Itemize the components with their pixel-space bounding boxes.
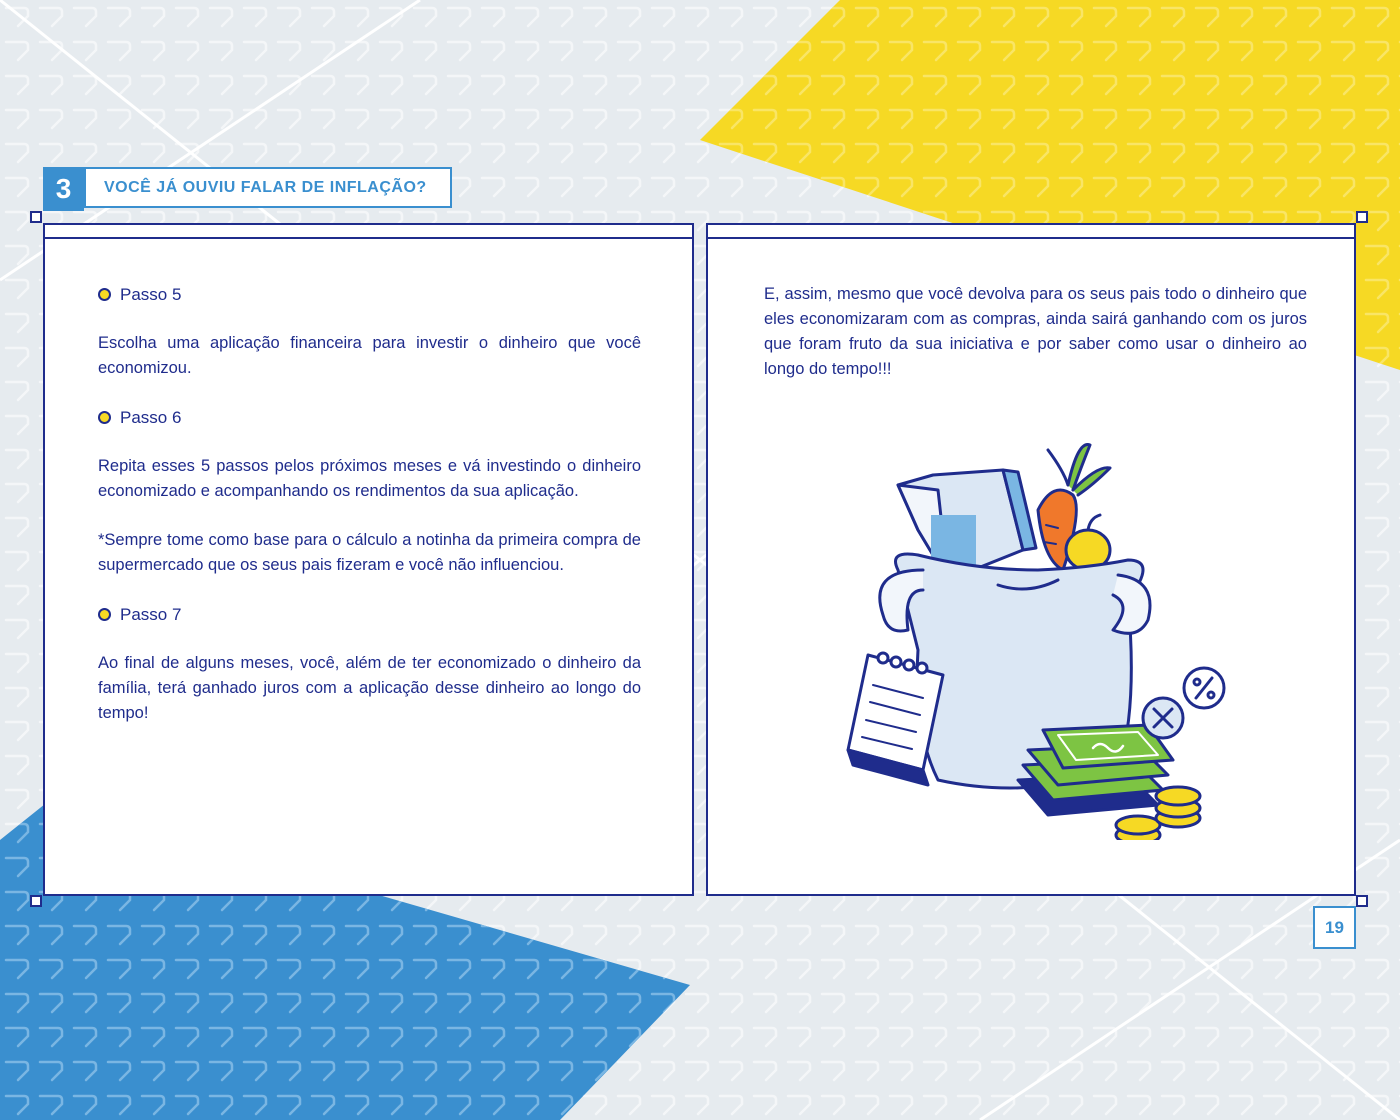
right-page-content: [764, 282, 1307, 406]
step-5-heading: [98, 282, 641, 307]
bullet-dot-icon: [98, 288, 111, 301]
shopping-illustration: [828, 430, 1248, 840]
right-page-text: E, assim, mesmo que você devolva para os seus pais todo o dinheiro que eles economizaram com as compras, ainda sairá ganhando com os juros que foram fruto da sua iniciativa e por saber como usar o dinheiro ao longo do tempo!!!: [764, 285, 1307, 378]
page-top-bar: [45, 237, 692, 239]
left-page-content: [98, 282, 641, 750]
page-top-bar: [708, 237, 1354, 239]
step-5-text: Escolha uma aplicação financeira para investir o dinheiro que você economizou.: [98, 334, 641, 377]
corner-square: [1356, 895, 1368, 907]
multiply-icon: [1143, 698, 1183, 738]
bullet-dot-icon: [98, 411, 111, 424]
corner-square: [30, 895, 42, 907]
chapter-title: VOCÊ JÁ OUVIU FALAR DE INFLAÇÃO?: [84, 167, 452, 208]
step-6-note: *Sempre tome como base para o cálculo a notinha da primeira compra de supermercado que os seus pais fizeram e você não influenciou.: [98, 531, 641, 574]
step-5-title: Passo 5: [120, 285, 182, 304]
percent-icon: [1184, 668, 1224, 708]
chapter-number-badge: 3: [43, 167, 84, 211]
step-6-text: Repita esses 5 passos pelos próximos meses e vá investindo o dinheiro economizado e acompanhando os rendimentos da sua aplicação.: [98, 457, 641, 500]
step-6-title: Passo 6: [120, 408, 182, 427]
corner-square: [30, 211, 42, 223]
corner-square: [1356, 211, 1368, 223]
bullet-dot-icon: [98, 608, 111, 621]
right-page: [706, 223, 1356, 896]
step-7-heading: [98, 602, 641, 627]
page-number: 19: [1313, 906, 1356, 949]
notepad-icon: [848, 653, 943, 785]
step-7-text: Ao final de alguns meses, você, além de ter economizado o dinheiro da família, terá ganhado juros com a aplicação desse dinheiro ao longo do tempo!: [98, 654, 641, 722]
left-page: [43, 223, 694, 896]
step-6-heading: [98, 405, 641, 430]
step-7-title: Passo 7: [120, 605, 182, 624]
